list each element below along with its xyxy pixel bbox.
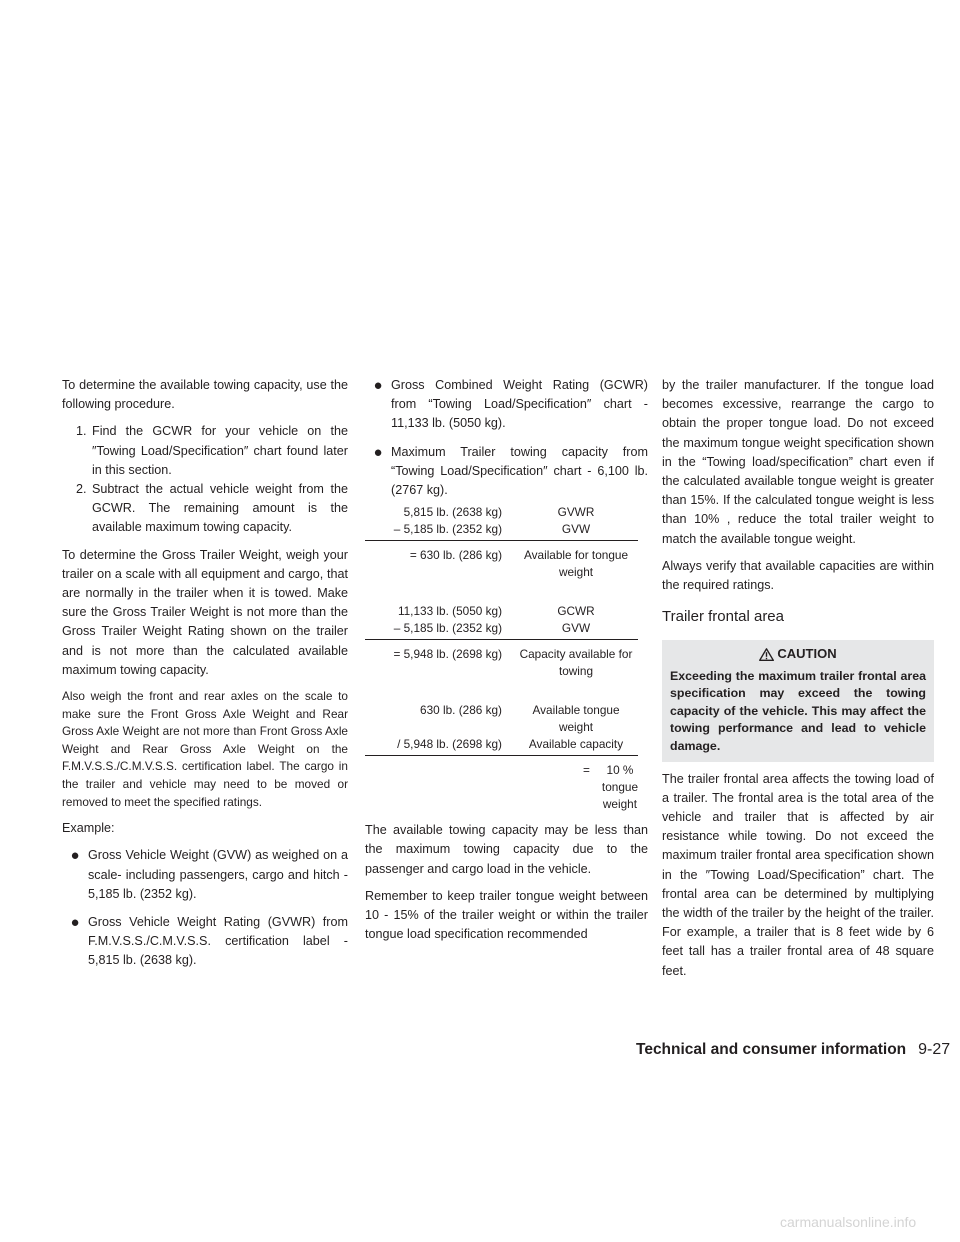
tongue-weight-paragraph: Remember to keep trailer tongue weight between 10 - 15% of the trailer weight or within the trailer tongue load specification recommended <box>365 888 648 942</box>
calc-result-row <box>365 646 638 680</box>
calc-row <box>365 504 638 521</box>
spacer <box>365 680 648 702</box>
calc-value: 5,815 lb. (2638 kg) <box>403 505 502 520</box>
caution-body: Exceeding the maximum trailer frontal area specification may exceed the towing capacity of the vehicle. This may affect the towing performance and lead to vehicle damage. <box>670 668 926 754</box>
list-item <box>62 913 348 971</box>
step-number: 2. <box>76 482 87 497</box>
bullet-icon: ● <box>70 914 80 932</box>
calc-value: = 630 lb. (286 kg) <box>409 548 502 563</box>
calc-value: – 5,185 lb. (2352 kg) <box>393 522 502 537</box>
tongue-percentage-calculation <box>365 702 638 813</box>
manufacturer-paragraph: by the trailer manufacturer. If the tongue load becomes excessive, rearrange the cargo to obtain the proper tongue load. Do not exceed the maximum tongue weight specification shown in the “Towing load/specification” chart even if the calculated available tongue weight is greater than 15%. If the calculated tongue weight is less than 10% , reduce the total trailer weight to match the available tongue weight. <box>662 378 934 546</box>
bullet-text: Gross Vehicle Weight (GVW) as weighed on a scale- including passengers, cargo and hitch - 5,185 lb. (2352 kg). <box>88 848 348 901</box>
bullet-icon: ● <box>70 847 80 865</box>
calc-label: Available capacity <box>528 737 624 752</box>
calc-value: = 5,948 lb. (2698 kg) <box>393 647 502 662</box>
column-3 <box>662 376 934 989</box>
calc-row <box>365 521 638 541</box>
calc-label: Capacity available for towing <box>519 647 633 679</box>
bullet-icon: ● <box>373 377 383 394</box>
step-number: 1. <box>76 424 87 439</box>
calc-label: GCWR <box>557 604 595 619</box>
towing-capacity-calculation <box>365 603 638 680</box>
caution-title-text: CAUTION <box>777 646 837 662</box>
page-number: 9-27 <box>918 1041 951 1058</box>
calc-result-row <box>365 762 638 813</box>
calc-label: Available tongue weight <box>532 703 620 735</box>
calc-row <box>365 736 638 756</box>
bullet-icon: ● <box>373 443 383 461</box>
frontal-area-paragraph: The trailer frontal area affects the towing load of a trailer. The frontal area is the total area of the vehicle and trailer that is affected by air resistance while towing. Do not exceed the maximum trailer frontal area specification shown in the ″Towing Load/Specification” chart. The frontal area can be determined by multiplying the width of the trailer by the height of the trailer. For example, a trailer that is 8 feet wide by 6 feet tall has a trailer frontal area of 48 square feet. <box>662 771 934 978</box>
caution-box <box>662 640 934 761</box>
calc-value: – 5,185 lb. (2352 kg) <box>393 621 502 636</box>
calc-result-row <box>365 547 638 581</box>
list-item <box>62 480 348 538</box>
gross-trailer-paragraph: To determine the Gross Trailer Weight, weigh your trailer on a scale with all equipment and cargo, that are normally in the trailer when it is towed. Make sure the Gross Trailer Weight is not more than the Gross Trailer Weight Rating shown on the trailer and is not more than the calculated available maximum towing capacity. <box>62 547 348 677</box>
rating-bullets <box>365 376 648 500</box>
calc-label: GVW <box>561 621 591 636</box>
capacity-paragraph: The available towing capacity may be less than the maximum towing capacity due to the passenger and cargo load in the vehicle. <box>365 823 648 876</box>
calc-label: GVW <box>561 522 591 537</box>
bullet-text: Gross Combined Weight Rating (GCWR) from “Towing Load/Specification″ chart - 11,133 lb. (5050 kg). <box>391 378 648 431</box>
example-bullets <box>62 846 348 970</box>
calc-value: / 5,948 lb. (2698 kg) <box>397 737 502 752</box>
footer-section-title: Technical and consumer information <box>636 1041 907 1058</box>
step-text: Find the GCWR for your vehicle on the ″Towing Load/Specification″ chart found later in this section. <box>92 424 348 477</box>
list-item <box>365 376 648 434</box>
column-1 <box>62 376 348 980</box>
list-item <box>62 846 348 904</box>
warning-icon <box>759 648 774 661</box>
section-heading: Trailer frontal area <box>662 608 784 626</box>
calc-label: Available for tongue weight <box>523 548 629 580</box>
list-item <box>365 443 648 501</box>
intro-paragraph: To determine the available towing capacity, use the following procedure. <box>62 378 348 412</box>
bullet-text: Gross Vehicle Weight Rating (GVWR) from F.M.V.S.S./C.M.V.S.S. certification label - 5,815 lb. (2638 kg). <box>88 915 348 968</box>
calc-label: 10 % tongue weight <box>601 763 639 812</box>
calc-value: 630 lb. (286 kg) <box>420 703 502 718</box>
tongue-weight-calculation <box>365 504 638 581</box>
calc-label: GVWR <box>557 505 595 520</box>
calc-value: 11,133 lb. (5050 kg) <box>397 604 502 619</box>
procedure-steps <box>62 422 348 537</box>
axles-paragraph: Also weigh the front and rear axles on the scale to make sure the Front Gross Axle Weight and Rear Gross Axle Weight are not more than Front Gross Axle Weight and Rear Gross Axle Weight on the F.M.V.S.S./C.M.V.S.S. certification label. The cargo in the trailer and vehicle may need to be moved or removed to meet the specified ratings. <box>62 689 348 809</box>
list-item <box>62 422 348 480</box>
step-text: Subtract the actual vehicle weight from the GCWR. The remaining amount is the available maximum towing capacity. <box>92 482 348 535</box>
column-2 <box>365 376 648 952</box>
bullet-text: Maximum Trailer towing capacity from “Towing Load/Specification″ chart - 6,100 lb. (2767 kg). <box>391 444 648 498</box>
calc-row <box>365 603 638 620</box>
spacer <box>365 581 648 603</box>
calc-value: = <box>583 763 590 778</box>
calc-row <box>365 620 638 640</box>
page-footer <box>636 1040 950 1059</box>
calc-row <box>365 702 638 736</box>
example-label: Example: <box>62 821 115 836</box>
verify-paragraph: Always verify that available capacities are within the required ratings. <box>662 558 934 593</box>
watermark: carmanualsonline.info <box>780 1214 917 1230</box>
caution-title <box>670 644 926 663</box>
